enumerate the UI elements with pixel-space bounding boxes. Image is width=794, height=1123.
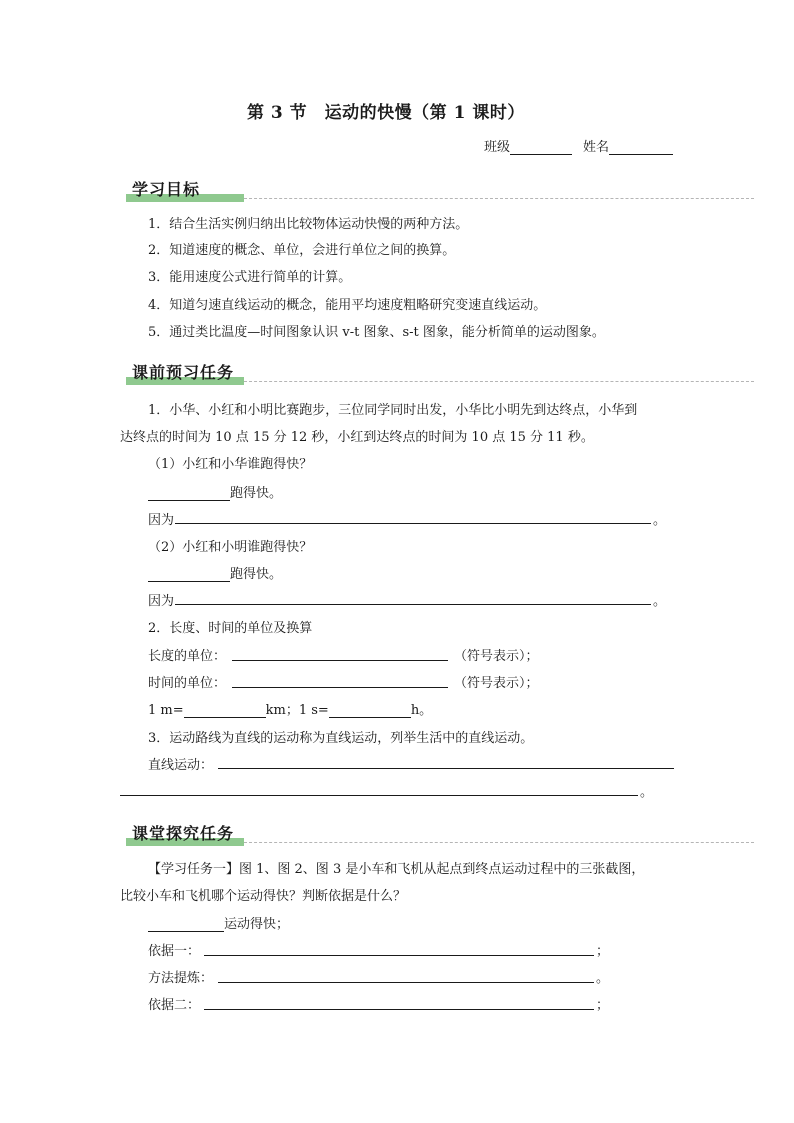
answer-blank[interactable] (148, 486, 230, 501)
class-label: 班级 (484, 140, 511, 155)
goal-item: 4．知道匀速直线运动的概念，能用平均速度粗略研究变速直线运动。 (148, 298, 547, 313)
symbol-note: （符号表示）； (454, 649, 539, 664)
name-field[interactable] (583, 136, 673, 155)
time-unit-line[interactable] (232, 687, 448, 688)
answer-blank[interactable] (148, 917, 224, 932)
question-text: 3．运动路线为直线的运动称为直线运动，列举生活中的直线运动。 (148, 731, 534, 746)
period: 。 (653, 513, 667, 528)
answer-suffix: 跑得快。 (230, 486, 283, 501)
question-text: 1．小华、小红和小明比赛跑步，三位同学同时出发，小华比小明先到达终点，小华到 (148, 403, 638, 418)
period: 。 (640, 785, 654, 800)
answer-blank[interactable] (148, 567, 230, 582)
conversion-row (148, 699, 432, 718)
answer-line[interactable] (204, 1009, 594, 1010)
length-unit-line[interactable] (232, 660, 448, 661)
conv-text: 1 m= (148, 703, 184, 718)
goal-item: 2．知道速度的概念、单位，会进行单位之间的换算。 (148, 243, 456, 258)
method-label: 方法提炼： (148, 971, 214, 986)
task-text: 【学习任务一】图 1、图 2、图 3 是小车和飞机从起点到终点运动过程中的三张截图， (148, 862, 645, 877)
section-title: 课前预习任务 (132, 363, 235, 382)
answer-line[interactable] (218, 768, 674, 769)
section-title: 课堂探究任务 (132, 824, 235, 843)
answer-row (148, 913, 289, 932)
length-unit-label: 长度的单位： (148, 649, 227, 664)
answer-suffix: 运动得快； (224, 917, 290, 932)
question-text: 达终点的时间为 10 点 15 分 12 秒，小红到达终点的时间为 10 点 15 分 11 秒。 (120, 430, 594, 445)
semicolon: ； (596, 944, 610, 959)
symbol-note: （符号表示）； (454, 676, 539, 691)
goal-item: 1．结合生活实例归纳出比较物体运动快慢的两种方法。 (148, 217, 469, 232)
name-label: 姓名 (583, 140, 610, 155)
class-blank[interactable] (510, 140, 572, 155)
sub-question: （1）小红和小华谁跑得快？ (148, 457, 313, 472)
page-title: 第 3 节 运动的快慢（第 1 课时） (247, 103, 525, 123)
task-text: 比较小车和飞机哪个运动得快？判断依据是什么？ (120, 889, 407, 904)
because-label: 因为 (148, 594, 175, 609)
time-unit-label: 时间的单位： (148, 676, 227, 691)
semicolon: ； (596, 998, 610, 1013)
section-goals (126, 176, 756, 202)
conv-blank-km[interactable] (184, 703, 266, 718)
conv-text: h。 (410, 703, 433, 718)
class-field[interactable] (484, 136, 572, 155)
answer-line[interactable] (175, 604, 651, 605)
basis2-label: 依据二： (148, 998, 201, 1013)
goal-item: 5．通过类比温度—时间图象认识 v-t 图象、s-t 图象，能分析简单的运动图象。 (148, 325, 605, 340)
section-divider (244, 842, 754, 843)
section-preview (126, 359, 756, 385)
answer-suffix: 跑得快。 (230, 567, 283, 582)
conv-blank-h[interactable] (329, 703, 411, 718)
linear-motion-label: 直线运动： (148, 758, 214, 773)
conv-text: km；1 s= (265, 703, 329, 718)
sub-question: （2）小红和小明谁跑得快？ (148, 540, 313, 555)
answer-line[interactable] (120, 795, 638, 796)
answer-line[interactable] (175, 523, 651, 524)
name-blank[interactable] (609, 140, 673, 155)
section-explore (126, 820, 756, 846)
section-divider (244, 198, 754, 199)
question-text: 2．长度、时间的单位及换算 (148, 621, 313, 636)
answer-line[interactable] (204, 955, 594, 956)
answer-row (148, 563, 282, 582)
section-divider (244, 381, 754, 382)
because-label: 因为 (148, 513, 175, 528)
section-title: 学习目标 (132, 180, 201, 199)
basis1-label: 依据一： (148, 944, 201, 959)
answer-row (148, 482, 282, 501)
period: 。 (653, 594, 667, 609)
answer-line[interactable] (218, 982, 594, 983)
goal-item: 3．能用速度公式进行简单的计算。 (148, 270, 352, 285)
period: 。 (596, 971, 610, 986)
